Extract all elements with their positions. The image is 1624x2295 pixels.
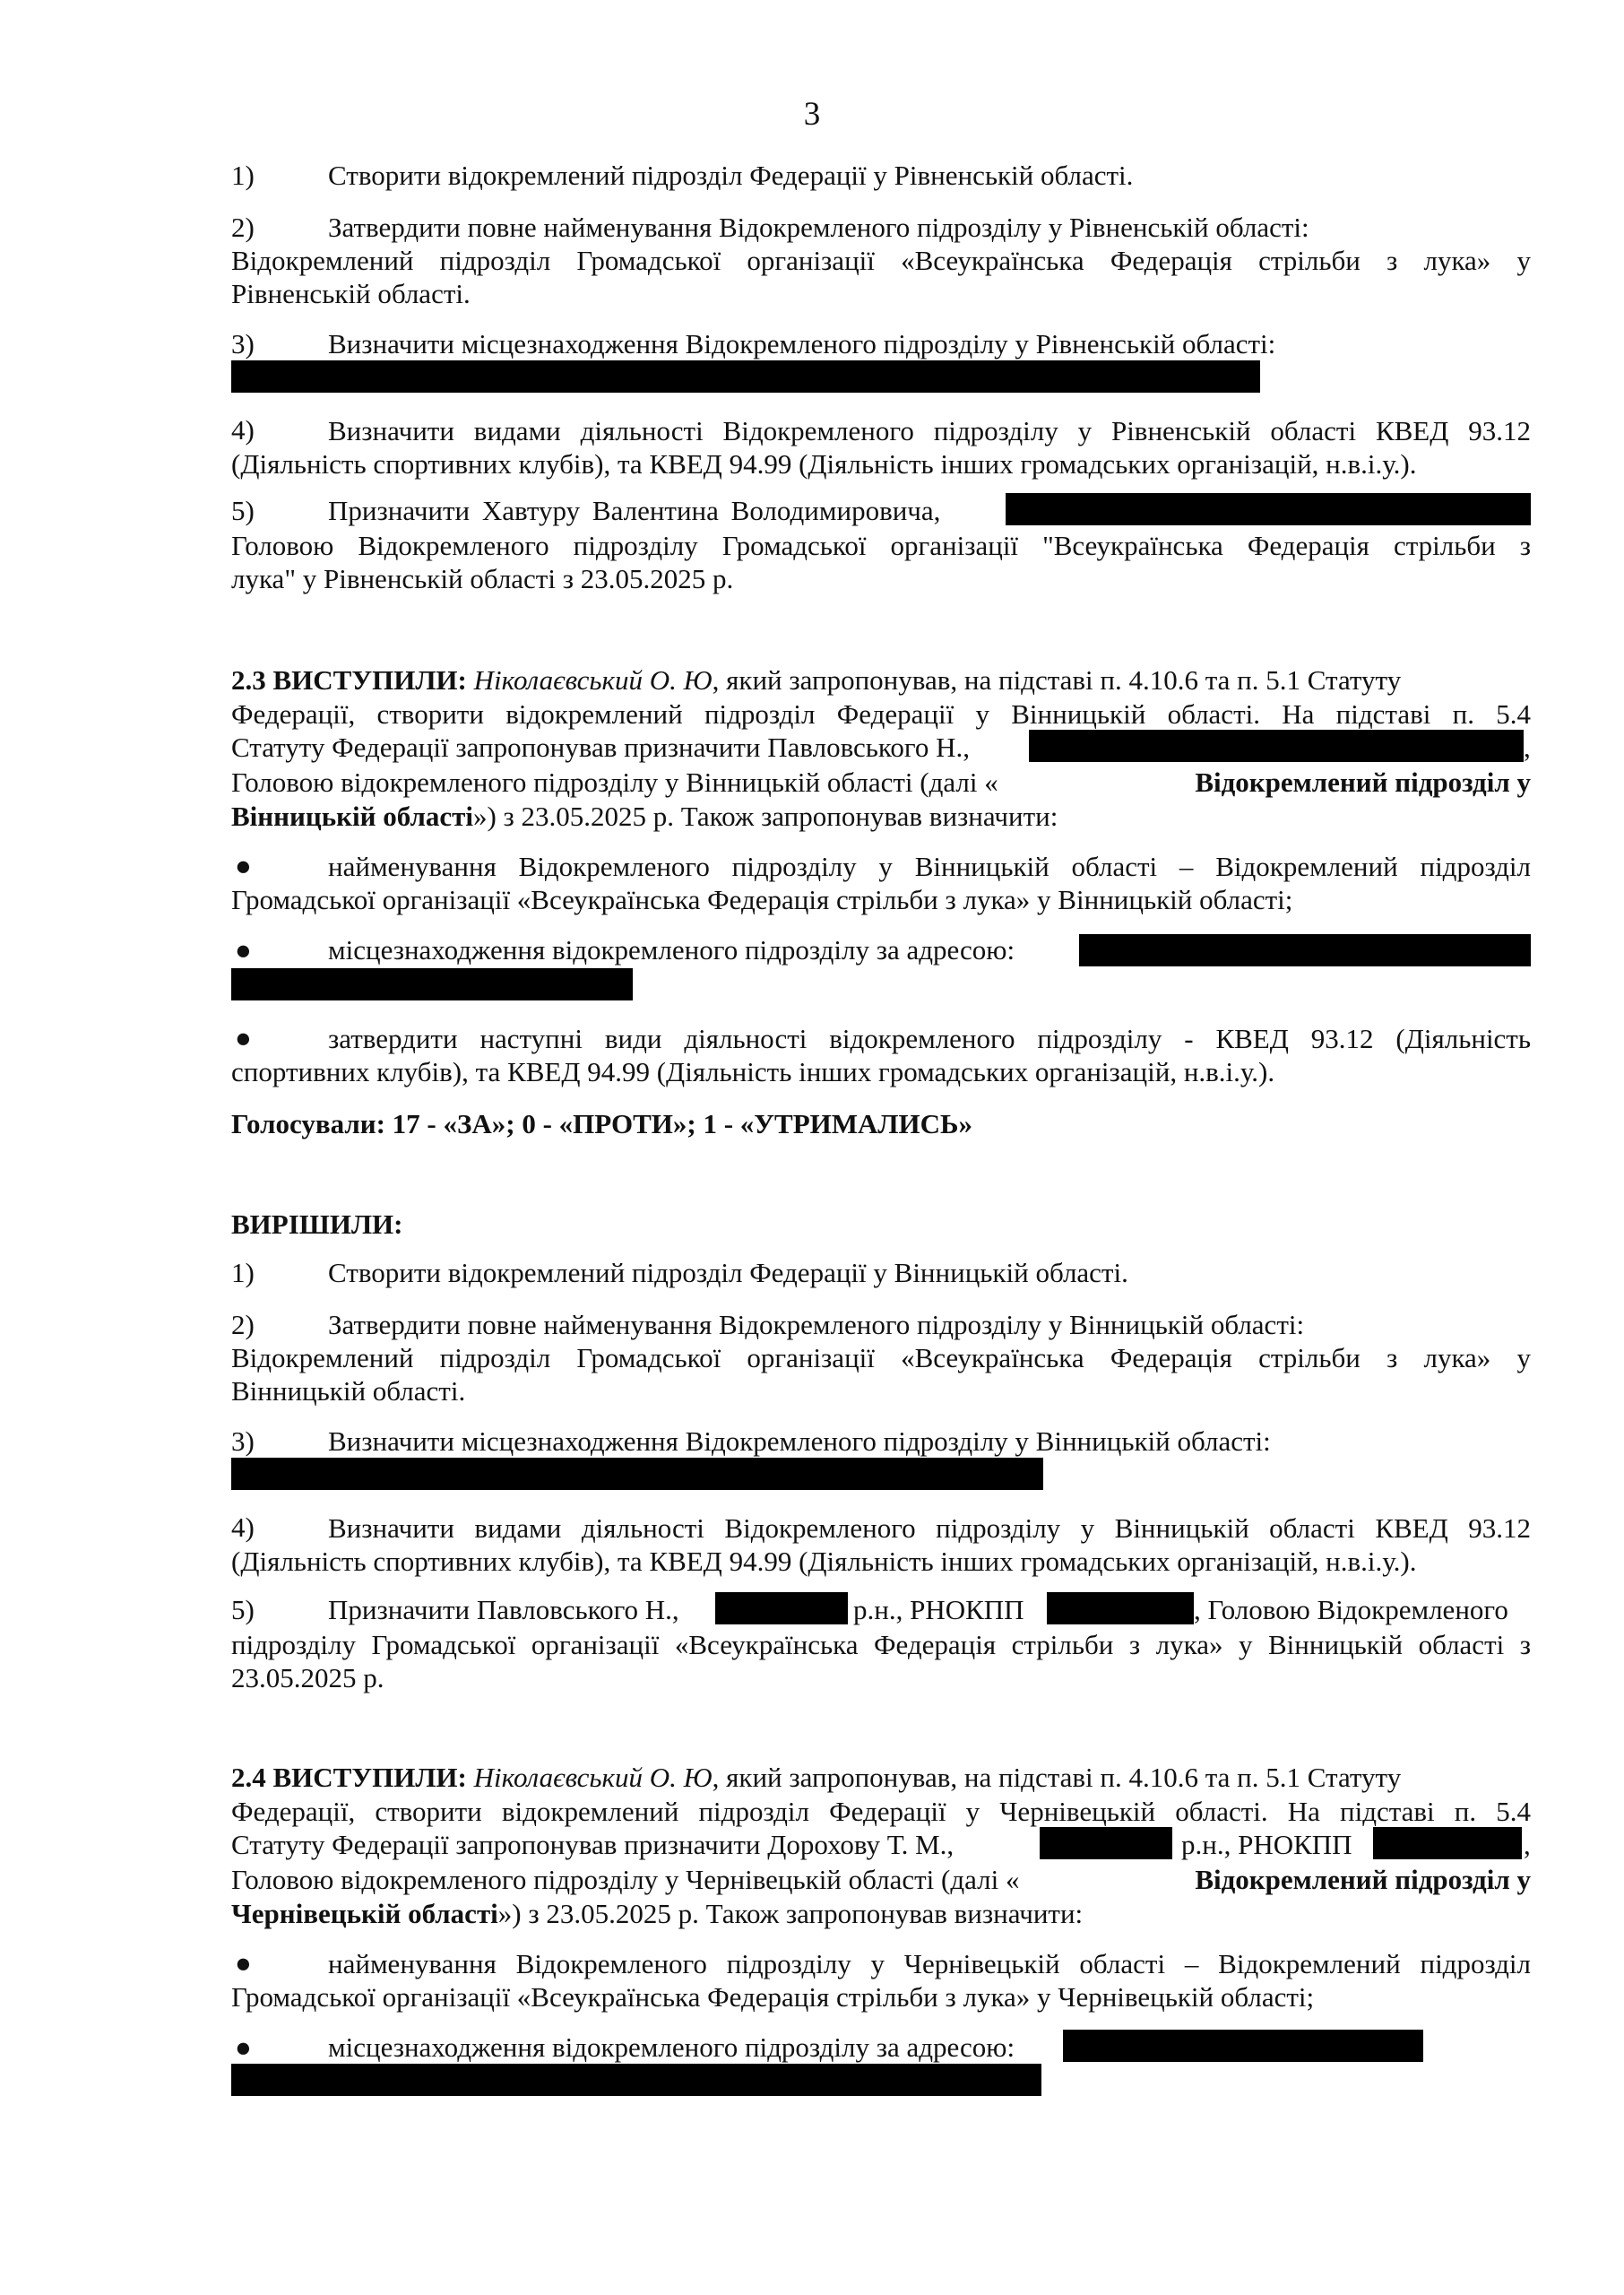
bullet-text: найменування Відокремленого підрозділу у Вінницькій області – Відокремлений підрозділ [328,851,1531,882]
paragraph-text: Головою відокремленого підрозділу у Чернівецькій області (далі « [231,1864,1020,1895]
list-number: 5) [231,495,255,526]
paragraph-text: р.н., РНОКПП [1181,1829,1352,1860]
list-item-text: Відокремлений підрозділ Громадської організації «Всеукраїнська Федерація стрільби з лука» у [231,1342,1531,1373]
redaction-block [1006,493,1531,525]
bullet: ● [235,934,252,966]
list-item-text: Визначити видами діяльності Відокремленого підрозділу у Рівненській області КВЕД 93.12 [328,415,1531,446]
section-label: 2.4 ВИСТУПИЛИ: [231,1762,467,1793]
redaction-block [231,1458,1043,1490]
paragraph-text: , [1524,732,1531,763]
list-item-text: Визначити місцезнаходження Відокремленого підрозділу у Вінницькій області: [328,1425,1271,1457]
bullet: ● [235,2031,252,2063]
bullet: ● [235,1947,252,1979]
redaction-block [715,1592,848,1624]
list-item-text: лука" у Рівненській області з 23.05.2025 р. [231,563,734,594]
bullet-text: спортивних клубів), та КВЕД 94.99 (Діяльність інших громадських організацій, н.в.і.у.). [231,1056,1275,1087]
list-item-text: 23.05.2025 р. [231,1662,384,1693]
paragraph-line [231,663,1531,697]
list-item-text: (Діяльність спортивних клубів), та КВЕД 94.99 (Діяльність інших громадських організацій, н.в.і.у.). [231,1546,1417,1577]
bullet-text: місцезнаходження відокремленого підрозділу за адресою: [328,934,1015,966]
paragraph-text: Федерації, створити відокремлений підрозділ Федерації у Чернівецькій області. На підставі п. 5.4 [231,1796,1531,1827]
redaction-block [1047,1592,1194,1624]
paragraph-text: Статуту Федерації запропонував призначити Дорохову Т. М., [231,1829,955,1860]
list-item-text: , Головою Відокремленого [1194,1594,1508,1625]
voting-result: Голосували: 17 - «ЗА»; 0 - «ПРОТИ»; 1 - «УТРИМАЛИСЬ» [231,1108,973,1139]
list-number: 1) [231,1257,255,1288]
list-number: 3) [231,328,255,359]
bullet-text: Громадської організації «Всеукраїнська Федерація стрільби з лука» у Чернівецькій області; [231,1981,1315,2013]
list-item-text: Створити відокремлений підрозділ Федерації у Вінницькій області. [328,1257,1128,1288]
list-number: 4) [231,414,255,446]
redaction-block [1079,934,1531,966]
paragraph-line [231,1863,1531,1897]
speaker-name: Ніколаєвський О. Ю [473,1762,713,1793]
list-number: 4) [231,1511,255,1543]
redaction-block [1040,1827,1172,1859]
paragraph-bold-text: Чернівецькій області [231,1898,498,1929]
paragraph-bold-text: Відокремлений підрозділ у [1195,1864,1531,1895]
speaker-name: Ніколаєвський О. Ю [473,664,713,696]
bullet: ● [235,1022,252,1053]
list-item-text: Визначити видами діяльності Відокремленого підрозділу у Вінницькій області КВЕД 93.12 [328,1512,1531,1544]
list-item-text: Вінницькій області. [231,1375,466,1407]
paragraph-line [231,1761,1531,1795]
paragraph-bold-text: Відокремлений підрозділ у [1195,766,1531,798]
paragraph-text: , який запропонував, на підставі п. 4.10.6 та п. 5.1 Статуту [712,1762,1402,1793]
list-number: 2) [231,1309,255,1340]
redaction-block [1373,1827,1522,1859]
list-item-text: Рівненській області. [231,278,471,309]
list-item-text: Призначити Павловського Н., [328,1594,679,1625]
list-item-text: (Діяльність спортивних клубів), та КВЕД 94.99 (Діяльність інших громадських організацій, н.в.і.у.). [231,448,1417,480]
list-item-text: Відокремлений підрозділ Громадської організації «Всеукраїнська Федерація стрільби з лука» у [231,245,1531,276]
paragraph-text: Федерації, створити відокремлений підрозділ Федерації у Вінницькій області. На підставі п. 5.4 [231,698,1531,730]
list-number: 2) [231,212,255,243]
redaction-block [231,2064,1041,2096]
list-number: 3) [231,1425,255,1457]
paragraph-line [231,800,1058,834]
paragraph-text: , [1524,1829,1531,1860]
bullet-text: найменування Відокремленого підрозділу у Чернівецькій області – Відокремлений підрозділ [328,1948,1531,1979]
list-item-text: Головою Відокремленого підрозділу Громадської організації "Всеукраїнська Федерація стрільби з [231,530,1531,561]
paragraph-text: , який запропонував, на підставі п. 4.10.6 та п. 5.1 Статуту [712,664,1402,696]
bullet-text: Громадської організації «Всеукраїнська Федерація стрільби з лука» у Вінницькій області; [231,884,1293,915]
bullet-text: місцезнаходження відокремленого підрозділу за адресою: [328,2031,1015,2063]
list-item-text: Затвердити повне найменування Відокремленого підрозділу у Рівненській області: [328,212,1309,243]
page-number: 3 [803,96,821,133]
section-label: 2.3 ВИСТУПИЛИ: [231,664,467,696]
paragraph-line [231,1897,1083,1931]
list-item-text: Призначити Хавтуру Валентина Володимировича, [328,495,941,526]
bullet-text: затвердити наступні види діяльності відокремленого підрозділу - КВЕД 93.12 (Діяльність [328,1023,1531,1054]
list-number: 5) [231,1594,255,1625]
list-item-text: р.н., РНОКПП [853,1594,1024,1625]
list-number: 1) [231,160,255,191]
paragraph-bold-text: Вінницькій області [231,801,473,832]
list-item-text: підрозділу Громадської організації «Всеукраїнська Федерація стрільби з лука» у Вінницькій області з [231,1629,1531,1660]
redaction-block [1063,2030,1423,2062]
redaction-block [231,968,633,1000]
paragraph-text: Головою відокремленого підрозділу у Вінницькій області (далі « [231,766,998,798]
list-item-text: Створити відокремлений підрозділ Федерації у Рівненській області. [328,160,1134,191]
paragraph-text: ») з 23.05.2025 р. Також запропонував визначити: [472,801,1058,832]
redaction-block [1029,730,1524,762]
paragraph-line [231,766,1531,800]
bullet: ● [235,850,252,881]
list-item-text: Затвердити повне найменування Відокремленого підрозділу у Вінницькій області: [328,1309,1305,1340]
list-item-text: Визначити місцезнаходження Відокремленого підрозділу у Рівненській області: [328,328,1276,359]
paragraph-text: Статуту Федерації запропонував призначити Павловського Н., [231,732,970,763]
paragraph-text: ») з 23.05.2025 р. Також запропонував визначити: [497,1898,1084,1929]
section-heading: ВИРІШИЛИ: [231,1208,403,1240]
redaction-block [231,360,1260,393]
